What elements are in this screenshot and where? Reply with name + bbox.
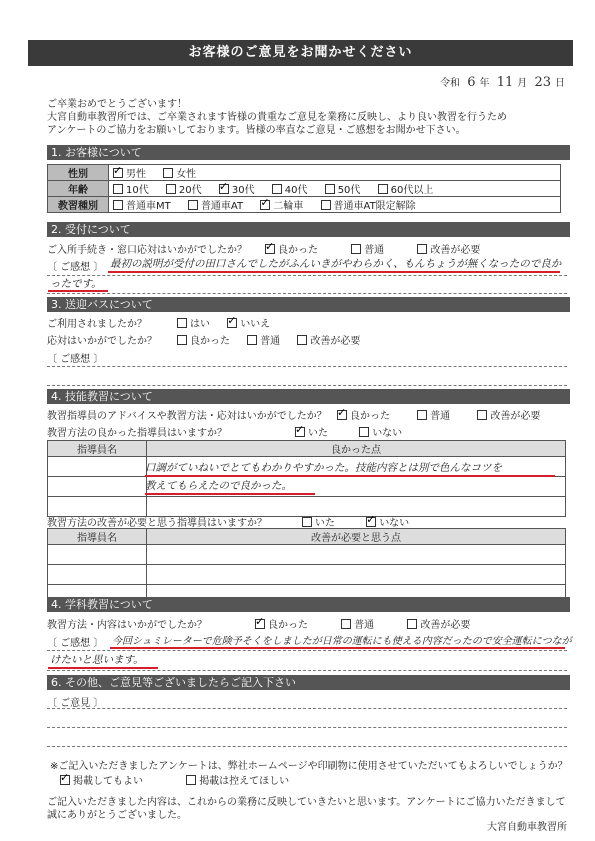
checkbox-icon[interactable] (113, 168, 123, 178)
section-other-header: 6. その他、ご意見等ございましたらご記入下さい (47, 675, 570, 690)
checkbox-icon[interactable] (417, 410, 427, 420)
column-header: 指導員名 (48, 441, 147, 457)
checkbox-icon[interactable] (260, 200, 270, 210)
option-label: 普通車AT限定解除 (333, 201, 416, 212)
good-instructor-table (47, 440, 566, 517)
consent-option[interactable] (60, 772, 143, 787)
option-label: 普通 (364, 245, 385, 256)
comment-rule (47, 746, 567, 747)
comment-rule (47, 366, 567, 367)
reception-comment-line[interactable]: 最初の説明が受付の田口さんでしたがふんいきがやわらかく、もんちょうが無くなったので良か (110, 258, 562, 270)
reception-option[interactable] (265, 241, 318, 256)
age-option[interactable] (166, 181, 202, 196)
good-point-text[interactable]: 口調がていねいでとてもわかりやすかった。技能内容とは別で色んなコツを (145, 462, 502, 474)
checkbox-icon[interactable] (477, 410, 487, 420)
instructor-name-cell[interactable] (48, 545, 147, 565)
age-option[interactable] (113, 181, 149, 196)
checkbox-icon[interactable] (113, 200, 123, 210)
option-label: いない (372, 428, 403, 439)
reception-option[interactable] (351, 241, 384, 256)
comment-rule (47, 293, 567, 294)
checkbox-icon[interactable] (272, 184, 282, 194)
course-option[interactable] (260, 197, 303, 212)
option-label: 改善が必要 (310, 336, 361, 347)
checkbox-icon[interactable] (341, 619, 351, 629)
section-reception-header: 2. 受付について (47, 222, 570, 237)
handwritten-underline (110, 647, 565, 649)
checkbox-icon[interactable] (166, 184, 176, 194)
column-header: 良かった点 (147, 441, 566, 457)
gender-label: 性別 (48, 165, 109, 181)
reception-comment-label: 〔 ご感想 〕 (47, 262, 104, 273)
question-text: ご入所手続き・窓口応対はいかがでしたか？ (47, 245, 247, 256)
option-label: 30代 (231, 185, 255, 196)
consent-question: ※ご記入いただきましたアンケートは、弊社ホームページや印刷物に使用させていただいてもよろしいでしょうか？ (50, 761, 568, 772)
bus-service-option[interactable] (177, 332, 230, 347)
lecture-question-row (47, 616, 471, 631)
checkbox-icon[interactable] (417, 244, 427, 254)
gender-options (109, 165, 561, 181)
date-year-unit: 年 (479, 78, 490, 89)
lecture-option[interactable] (255, 616, 308, 631)
question-text: 教習方法・内容はいかがでしたか？ (47, 620, 207, 631)
date-month-unit: 月 (517, 78, 528, 89)
question-text: ご利用されましたか？ (47, 319, 147, 330)
option-label: 改善が必要 (490, 411, 541, 422)
option-label: 二輪車 (273, 201, 304, 212)
instructor-name-cell[interactable] (48, 477, 147, 497)
option-label: 60代以上 (390, 185, 434, 196)
skill-q3-row (47, 514, 410, 529)
school-name: 大宮自動車教習所 (487, 822, 567, 833)
date-line (440, 74, 565, 90)
age-label: 年齢 (48, 181, 109, 197)
checkbox-icon[interactable] (60, 775, 70, 785)
comment-rule (47, 650, 567, 651)
intro-line: ご卒業おめでとうございます！ (47, 99, 187, 110)
form-title: お客様のご意見をお聞かせください (28, 40, 573, 66)
gender-option[interactable] (163, 165, 196, 180)
option-label: 普通車MT (126, 201, 171, 212)
column-header: 指導員名 (48, 529, 147, 545)
checkbox-icon[interactable] (359, 427, 369, 437)
handwritten-underline (145, 493, 315, 495)
option-label: 良かった (268, 620, 308, 631)
option-label: 掲載は控えてほしい (199, 776, 290, 787)
checkbox-icon[interactable] (113, 184, 123, 194)
lecture-comment-line[interactable]: 今回シュミレーターで危険予そくをしましたが日常の運転にも使える内容だったので安全運転につなが (112, 636, 572, 647)
handwritten-underline (48, 290, 108, 292)
intro-line: 大宮自動車教習所では、ご卒業されます皆様の貴重なご意見を業務に反映し、より良い教習を行うため (47, 112, 507, 123)
checkbox-icon[interactable] (219, 184, 229, 194)
comment-rule (47, 385, 567, 386)
bus-service-option[interactable] (247, 332, 280, 347)
skill-q3-option[interactable] (366, 514, 409, 529)
improve-instructor-table (47, 528, 566, 605)
lecture-comment-label: 〔 ご感想 〕 (47, 638, 104, 649)
intro-text (47, 98, 567, 137)
age-option[interactable] (378, 181, 434, 196)
checkbox-icon[interactable] (302, 517, 312, 527)
checkbox-icon[interactable] (188, 200, 198, 210)
date-month[interactable]: 11 (496, 75, 514, 90)
skill-q1-option[interactable] (477, 407, 540, 422)
bus-comment-label: 〔 ご感想 〕 (47, 354, 104, 365)
checkbox-icon[interactable] (177, 318, 187, 328)
age-option[interactable] (272, 181, 308, 196)
bus-usage-option[interactable] (177, 315, 210, 330)
date-year[interactable]: 6 (467, 75, 476, 90)
date-day[interactable]: 23 (534, 75, 551, 90)
option-label: 良かった (190, 336, 230, 347)
option-label: 掲載してもよい (73, 776, 143, 787)
skill-q2-option[interactable] (295, 424, 328, 439)
intro-line: アンケートのご協力をお願いしております。皆様の率直なご意見・ご感想をお聞かせ下さい。 (47, 125, 466, 136)
option-label: いた (308, 428, 328, 439)
checkbox-icon[interactable] (351, 244, 361, 254)
comment-rule (47, 727, 567, 728)
checkbox-icon[interactable] (265, 244, 275, 254)
reception-comment-line[interactable]: ったです。 (50, 278, 102, 290)
option-label: 20代 (178, 185, 202, 196)
section-skill-header: 4. 技能教習について (47, 389, 570, 404)
checkbox-icon[interactable] (337, 410, 347, 420)
bus-usage-option[interactable] (227, 315, 270, 330)
checkbox-icon[interactable] (163, 168, 173, 178)
age-options (109, 181, 561, 197)
checkbox-icon[interactable] (247, 335, 257, 345)
checkbox-icon[interactable] (186, 775, 196, 785)
bus-service-row (47, 332, 361, 347)
option-label: 普通 (430, 411, 451, 422)
skill-q2-option[interactable] (359, 424, 402, 439)
checkbox-icon[interactable] (366, 517, 376, 527)
question-text: 応対はいかがでしたか？ (47, 336, 157, 347)
comment-rule (47, 708, 567, 709)
question-text: 教習方法の良かった指導員はいますか？ (47, 428, 227, 439)
gender-option[interactable] (113, 165, 146, 180)
course-label: 教習種別 (48, 197, 109, 213)
option-label: はい (190, 319, 210, 330)
improve-point-cell[interactable] (147, 545, 566, 565)
option-label: 女性 (176, 169, 197, 180)
option-label: いいえ (240, 319, 271, 330)
section-customer-header: 1. お客様について (47, 145, 570, 160)
question-text: 教習方法の改善が必要と思う指導員はいますか？ (47, 518, 267, 529)
option-label: 良かった (278, 245, 318, 256)
section-bus-header: 3. 送迎バスについて (47, 297, 570, 312)
option-label: いた (315, 518, 335, 529)
skill-q3-option[interactable] (302, 514, 335, 529)
option-label: 40代 (284, 185, 308, 196)
course-option[interactable] (113, 197, 171, 212)
instructor-name-cell[interactable] (48, 565, 147, 585)
skill-q1-option[interactable] (337, 407, 390, 422)
skill-q1-option[interactable] (417, 407, 450, 422)
course-option[interactable] (188, 197, 243, 212)
lecture-option[interactable] (341, 616, 374, 631)
improve-point-cell[interactable] (147, 565, 566, 585)
question-text: 教習指導員のアドバイスや教習方法・応対はいかがでしたか？ (47, 411, 327, 422)
date-era: 令和 (440, 78, 461, 89)
option-label: 男性 (126, 169, 146, 180)
instructor-name-cell[interactable] (48, 457, 147, 477)
course-option[interactable] (321, 197, 416, 212)
section-lecture-header: 4. 学科教習について (47, 597, 570, 612)
footer-line: 誠にありがとうございました。 (47, 810, 187, 821)
column-header: 改善が必要と思う点 (147, 529, 566, 545)
checkbox-icon[interactable] (227, 318, 237, 328)
handwritten-underline (48, 667, 158, 669)
handwritten-underline (145, 475, 555, 477)
option-label: 改善が必要 (420, 620, 471, 631)
checkbox-icon[interactable] (378, 184, 388, 194)
option-label: 普通 (354, 620, 375, 631)
age-option[interactable] (219, 181, 255, 196)
customer-table (47, 164, 561, 213)
checkbox-icon[interactable] (295, 427, 305, 437)
lecture-option[interactable] (407, 616, 470, 631)
comment-rule (47, 670, 567, 671)
checkbox-icon[interactable] (407, 619, 417, 629)
option-label: いない (379, 518, 410, 529)
checkbox-icon[interactable] (255, 619, 265, 629)
lecture-comment-line[interactable]: けたいと思います。 (50, 654, 144, 666)
handwritten-underline (108, 271, 560, 273)
age-option[interactable] (325, 181, 361, 196)
skill-q2-row (47, 424, 403, 439)
reception-question-row (47, 241, 481, 256)
option-label: 良かった (350, 411, 390, 422)
good-point-text[interactable]: 教えてもらえたので良かった。 (145, 480, 292, 492)
course-options (109, 197, 561, 213)
option-label: 普通車AT (200, 201, 244, 212)
comment-rule (47, 275, 567, 276)
checkbox-icon[interactable] (321, 200, 331, 210)
checkbox-icon[interactable] (177, 335, 187, 345)
skill-q1-row (47, 407, 541, 422)
bus-usage-row (47, 315, 271, 330)
checkbox-icon[interactable] (325, 184, 335, 194)
consent-options (60, 772, 303, 787)
option-label: 10代 (126, 185, 149, 196)
option-label: 50代 (337, 185, 361, 196)
checkbox-icon[interactable] (297, 335, 307, 345)
option-label: 改善が必要 (430, 245, 481, 256)
bus-service-option[interactable] (297, 332, 360, 347)
footer-line: ご記入いただきました内容は、これからの業務に反映していきたいと思います。アンケートにご協力いただきまして (47, 797, 566, 808)
reception-option[interactable] (417, 241, 480, 256)
other-comment-label: 〔 ご意見 〕 (47, 698, 104, 709)
date-day-unit: 日 (555, 78, 565, 89)
consent-option[interactable] (186, 772, 289, 787)
option-label: 普通 (260, 336, 281, 347)
